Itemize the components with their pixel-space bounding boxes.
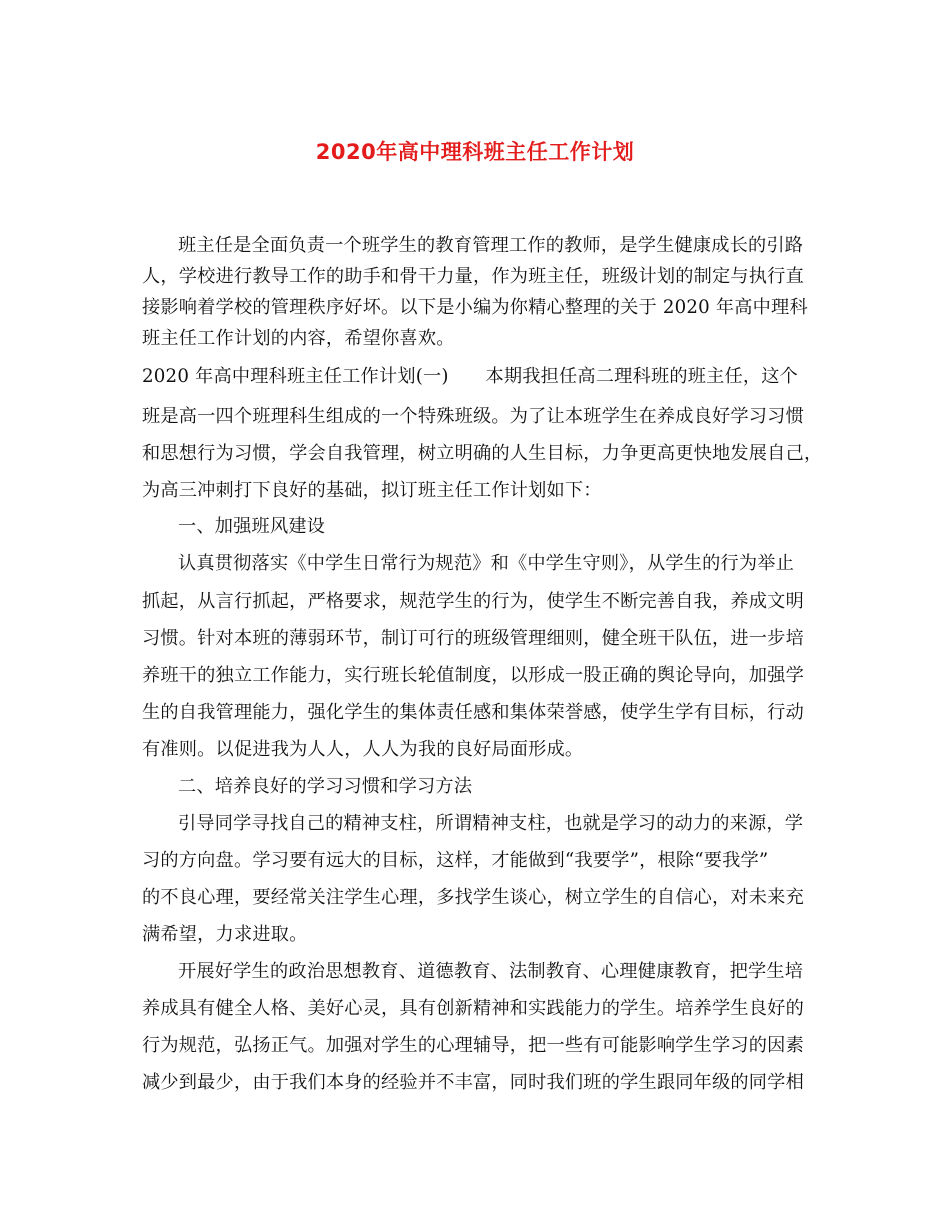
paragraph-line: 抓起，从言行抓起，严格要求，规范学生的行为，使学生不断完善自我，养成文明 <box>142 591 804 612</box>
paragraph-line: 引导同学寻找自己的精神支柱，所谓精神支柱，也就是学习的动力的来源，学 <box>178 813 804 834</box>
paragraph-line: 的不良心理，要经常关注学生心理，多找学生谈心，树立学生的自信心，对未来充 <box>142 887 804 908</box>
paragraph-line: 班主任是全面负责一个班学生的教育管理工作的教师，是学生健康成长的引路 <box>178 235 804 256</box>
paragraph-line: 有准则。以促进我为人人，人人为我的良好局面形成。 <box>142 739 584 760</box>
paragraph-line: 班主任工作计划的内容，希望你喜欢。 <box>142 328 455 349</box>
paragraph-line: 行为规范，弘扬正气。加强对学生的心理辅导，把一些有可能影响学生学习的因素 <box>142 1035 804 1056</box>
paragraph-line: 生的自我管理能力，强化学生的集体责任感和集体荣誉感，使学生学有目标，行动 <box>142 702 804 723</box>
document-title: 2020年高中理科班主任工作计划 <box>315 140 635 164</box>
paragraph-line: 开展好学生的政治思想教育、道德教育、法制教育、心理健康教育，把学生培 <box>178 961 804 982</box>
section-heading: 一、加强班风建设 <box>178 516 326 537</box>
paragraph-line: 和思想行为习惯，学会自我管理，树立明确的人生目标，力争更高更快地发展自己， <box>142 443 823 464</box>
paragraph-line: 满希望，力求进取。 <box>142 924 308 945</box>
paragraph-line: 习的方向盘。学习要有远大的目标，这样，才能做到“我要学”，根除“要我学” <box>142 850 769 871</box>
paragraph-line: 人，学校进行教导工作的助手和骨干力量，作为班主任，班级计划的制定与执行直 <box>142 266 804 287</box>
paragraph-line: 养班干的独立工作能力，实行班长轮值制度，以形成一股正确的舆论导向，加强学 <box>142 665 804 686</box>
paragraph-line: 习惯。针对本班的薄弱环节，制订可行的班级管理细则，健全班干队伍，进一步培 <box>142 628 804 649</box>
paragraph-line: 为高三冲刺打下良好的基础，拟订班主任工作计划如下： <box>142 480 602 501</box>
section-heading: 二、培养良好的学习习惯和学习方法 <box>178 776 473 797</box>
paragraph-line: 接影响着学校的管理秩序好坏。以下是小编为你精心整理的关于 2020 年高中理科 <box>142 297 808 318</box>
paragraph-line: 班是高一四个班理科生组成的一个特殊班级。为了让本班学生在养成良好学习习惯 <box>142 406 804 427</box>
paragraph-line: 减少到最少，由于我们本身的经验并不丰富，同时我们班的学生跟同年级的同学相 <box>142 1072 804 1093</box>
paragraph-line: 养成具有健全人格、美好心灵，具有创新精神和实践能力的学生。培养学生良好的 <box>142 998 804 1019</box>
paragraph-line: 2020 年高中理科班主任工作计划(一) 本期我担任高二理科班的班主任，这个 <box>142 366 799 387</box>
paragraph-line: 认真贯彻落实《中学生日常行为规范》和《中学生守则》，从学生的行为举止 <box>178 553 795 574</box>
